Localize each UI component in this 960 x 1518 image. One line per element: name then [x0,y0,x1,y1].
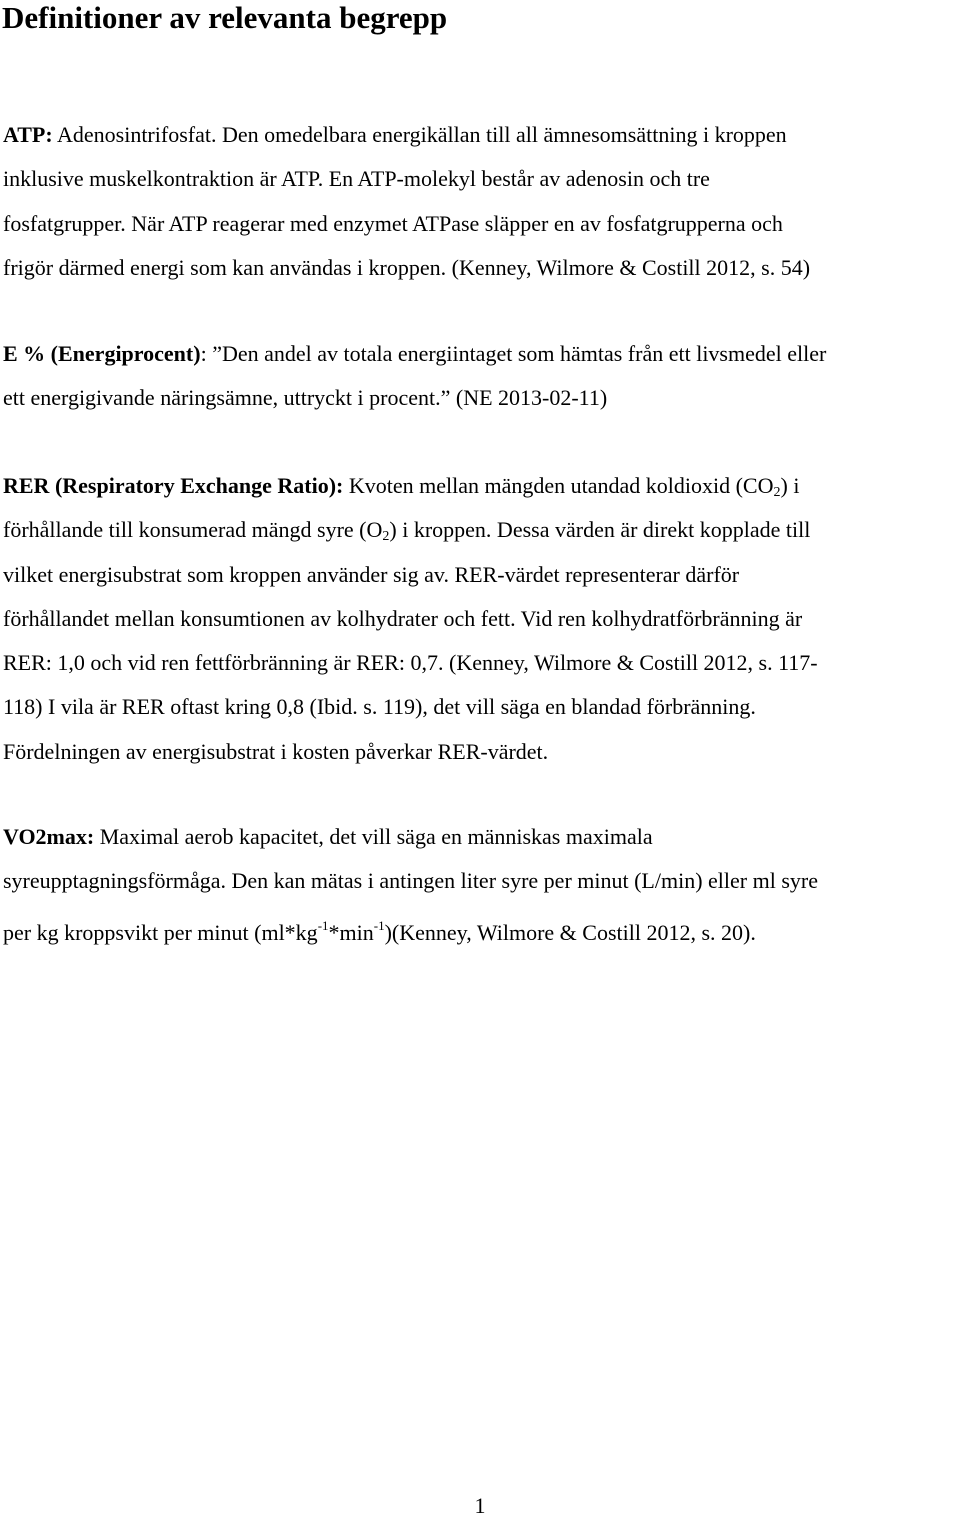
vo2max-term: VO2max: [3,824,95,849]
rer-line-7: Fördelningen av energisubstrat i kosten påverkar RER-värdet. [3,738,549,764]
vo2max-line-1 [3,815,958,859]
page-title: Definitioner av relevanta begrepp [2,0,448,35]
vo2max-line-3 [3,904,958,948]
vo2max-text-3b: *min [328,919,374,945]
rer-line-2 [3,508,958,552]
vo2max-line-2: syreupptagningsförmåga. Den kan mätas i antingen liter syre per minut (L/min) eller ml syre [3,868,818,894]
atp-line-2: inklusive muskelkontraktion är ATP. En ATP-molekyl består av adenosin och tre [3,166,710,192]
rer-text-1b: ) i [780,473,800,498]
rer-line-3: vilket energisubstrat som kroppen använder sig av. RER-värdet representerar därför [3,561,740,587]
co2-subscript: 2 [773,485,781,500]
vo2max-text-3a: per kg kroppsvikt per minut (ml*kg [3,919,318,945]
rer-line-4: förhållandet mellan konsumtionen av kolhydrater och fett. Vid ren kolhydratförbränning är [3,605,803,631]
rer-line-1 [3,464,958,508]
rer-text-1a: Kvoten mellan mängden utandad koldioxid (CO [343,473,774,498]
page-number: 1 [474,1493,486,1518]
min-superscript: -1 [373,917,385,933]
e-percent-term: E % (Energiprocent) [3,341,201,366]
definition-vo2max [3,815,958,948]
e-percent-line-2: ett energigivande näringsämne, uttryckt i procent.” (NE 2013-02-11) [3,385,608,411]
vo2max-text-3c: )(Kenney, Wilmore & Costill 2012, s. 20). [384,919,756,945]
definition-e-percent [3,332,958,421]
atp-text-1: Adenosintrifosfat. Den omedelbara energikällan till all ämnesomsättning i kroppen [52,122,787,147]
o2-subscript: 2 [382,529,390,545]
vo2max-text-1: Maximal aerob kapacitet, det vill säga en människas maximala [94,824,653,849]
rer-text-2a: förhållande till konsumerad mängd syre (O [3,517,383,543]
atp-term: ATP: [3,122,53,147]
rer-text-2b: ) i kroppen. Dessa värden är direkt kopplade till [389,517,811,543]
rer-line-5: RER: 1,0 och vid ren fettförbränning är RER: 0,7. (Kenney, Wilmore & Costill 2012, s. 117- [3,650,818,676]
definition-rer [3,464,958,774]
rer-term: RER (Respiratory Exchange Ratio): [3,473,344,498]
kg-superscript: -1 [317,917,329,933]
atp-line-3: fosfatgrupper. När ATP reagerar med enzymet ATPase släpper en av fosfatgrupperna och [3,210,783,236]
e-percent-text-1: : ”Den andel av totala energiintaget som hämtas från ett livsmedel eller [200,341,827,366]
definition-atp [3,113,958,290]
e-percent-line-1 [3,332,958,376]
atp-line-4: frigör därmed energi som kan användas i kroppen. (Kenney, Wilmore & Costill 2012, s. 54) [3,254,811,280]
atp-line-1 [3,113,958,157]
rer-line-6: 118) I vila är RER oftast kring 0,8 (Ibid. s. 119), det vill säga en blandad förbränning. [3,694,756,720]
